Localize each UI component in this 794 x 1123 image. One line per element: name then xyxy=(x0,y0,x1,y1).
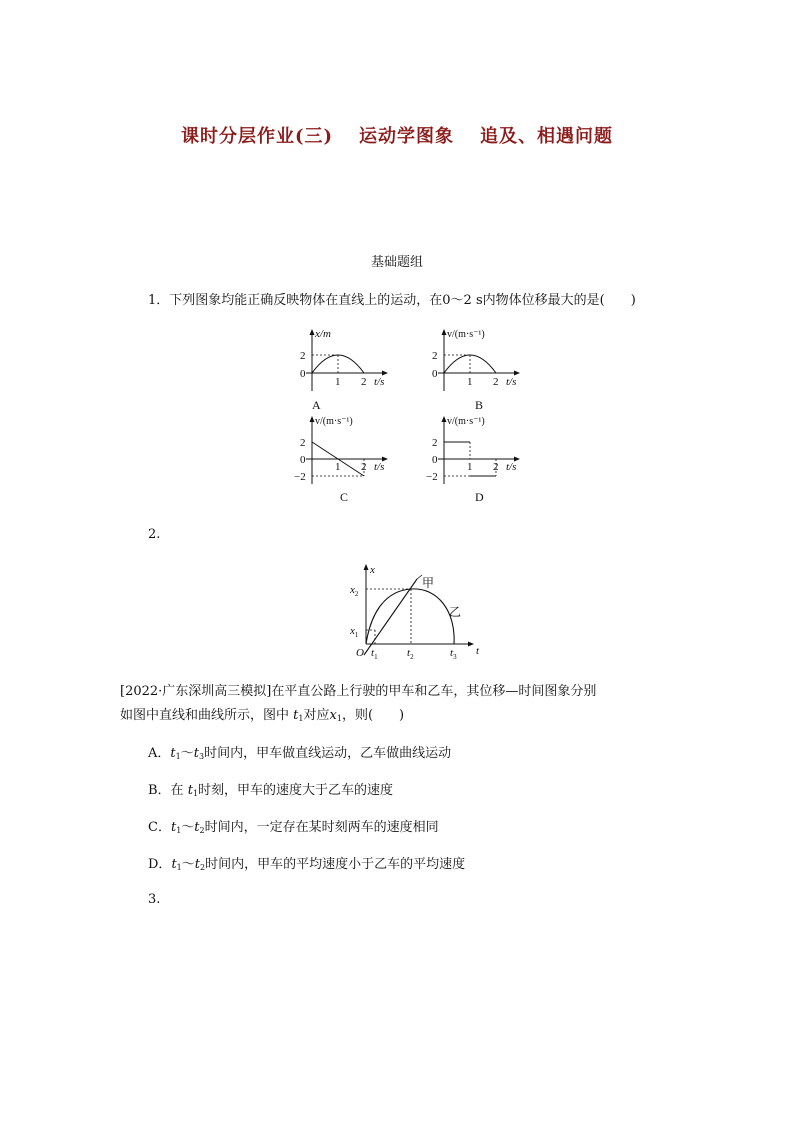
option-c-sep: ～ xyxy=(181,820,195,835)
graph-a-xtick-1: 1 xyxy=(335,376,341,388)
option-d xyxy=(148,853,465,872)
graph-xt-t2-sub: 2 xyxy=(410,653,414,661)
graph-d-ytick-neg: −2 xyxy=(426,471,438,483)
graph-xt-label-yi: 乙 xyxy=(449,605,462,619)
question-2-stem-line-1: [2022·广东深圳高三模拟]在平直公路上行驶的甲车和乙车，其位移—时间图象分别 xyxy=(120,684,597,699)
page-title xyxy=(0,122,794,148)
option-b-prefix: B．在 xyxy=(148,783,184,798)
stem-line-2-t: t xyxy=(293,708,299,723)
graph-xt-t3-sub: 3 xyxy=(453,653,457,661)
graph-d-xtick-1: 1 xyxy=(467,461,473,473)
title-part-1: 课时分层作业(三) xyxy=(180,126,334,147)
stem-line-2-b: 对应 xyxy=(303,708,330,723)
option-d-prefix: D． xyxy=(148,857,172,872)
graph-xt-xaxis: t xyxy=(476,645,480,657)
option-a xyxy=(148,742,451,761)
graph-d-origin: 0 xyxy=(432,454,438,466)
option-c-prefix: C． xyxy=(148,820,171,835)
option-d-t-to: t xyxy=(194,857,201,872)
graph-b-xtick-1: 1 xyxy=(467,376,473,388)
graph-xt-t1 xyxy=(371,647,378,661)
graph-d-xtick-2: 2 xyxy=(493,461,499,473)
option-b-text: 时刻，甲车的速度大于乙车的速度 xyxy=(198,783,394,798)
graph-xt-t2-base: t xyxy=(407,647,411,659)
graph-a-xlabel: t/s xyxy=(374,376,385,388)
question-1-text: 1．下列图象均能正确反映物体在直线上的运动，在0～2 s内物体位移最大的是( ) xyxy=(148,293,636,308)
option-b-t-at: t xyxy=(187,783,193,798)
graph-xt xyxy=(340,560,490,660)
graph-a-caption: A xyxy=(312,398,321,412)
graph-d-xlabel: t/s xyxy=(506,461,517,473)
option-c-t-from: t xyxy=(170,820,177,835)
graph-xt-x1-base: x xyxy=(350,625,355,637)
graph-d-ytick: 2 xyxy=(432,437,438,449)
option-a-t-to-sub: 3 xyxy=(198,752,205,761)
option-d-t-from-sub: 1 xyxy=(176,863,182,872)
graph-c-ylabel: v/(m·s⁻¹) xyxy=(315,416,353,427)
question-3-number: 3. xyxy=(148,892,161,907)
graph-xt-t2 xyxy=(407,647,414,661)
option-b xyxy=(148,779,393,798)
graph-xt-x2-sub: 2 xyxy=(354,590,359,598)
question-2-number: 2. xyxy=(148,527,161,542)
graph-b-origin: 0 xyxy=(432,368,438,380)
option-b-t-at-sub: 1 xyxy=(192,789,199,798)
graph-c-xlabel: t/s xyxy=(374,461,385,473)
graph-xt-x1-sub: 1 xyxy=(354,631,359,639)
graph-a-xtick-2: 2 xyxy=(361,376,367,388)
graph-xt-t1-sub: 1 xyxy=(374,653,378,661)
graph-b-xtick-2: 2 xyxy=(493,376,499,388)
section-title: 基础题组 xyxy=(370,255,423,270)
graph-c-origin: 0 xyxy=(300,454,306,466)
graph-xt-origin: O xyxy=(356,647,364,659)
option-a-t-to: t xyxy=(193,746,199,761)
graph-a-origin: 0 xyxy=(300,368,306,380)
graph-b-ylabel: v/(m·s⁻¹) xyxy=(447,329,485,340)
graph-d-ylabel: v/(m·s⁻¹) xyxy=(447,416,485,427)
graph-xt-x2 xyxy=(349,584,359,598)
graph-c-ytick-neg: −2 xyxy=(294,471,306,483)
option-c-text: 时间内，一定存在某时刻两车的速度相同 xyxy=(204,820,439,835)
graph-xt-t3-base: t xyxy=(450,647,454,659)
graph-d xyxy=(428,412,538,504)
option-d-sep: ～ xyxy=(181,857,195,872)
graph-b-ytick: 2 xyxy=(432,350,438,362)
graph-xt-t1-base: t xyxy=(371,647,375,659)
question-2-stem-line-2 xyxy=(120,704,404,723)
graph-d-caption: D xyxy=(475,490,484,504)
graph-c-xtick-1: 1 xyxy=(335,461,341,473)
graph-xt-label-jia: 甲 xyxy=(422,576,435,590)
stem-line-2-t-sub: 1 xyxy=(298,714,304,723)
option-d-t-from: t xyxy=(171,857,177,872)
option-a-t-from-sub: 1 xyxy=(175,752,181,761)
graph-b xyxy=(428,325,538,410)
graph-a-ytick: 2 xyxy=(300,350,306,362)
stem-line-2-x-sub: 1 xyxy=(336,714,342,723)
option-c-t-to: t xyxy=(194,820,200,835)
graph-c xyxy=(296,412,406,504)
title-part-3: 追及、相遇问题 xyxy=(480,126,614,147)
graph-c-ytick: 2 xyxy=(300,437,306,449)
graph-b-caption: B xyxy=(475,398,484,412)
title-part-2: 运动学图象 xyxy=(359,126,455,147)
graph-xt-x2-base: x xyxy=(350,584,355,596)
graph-a-ylabel: x/m xyxy=(315,328,331,340)
option-a-sep: ～ xyxy=(180,746,194,761)
option-c-t-to-sub: 2 xyxy=(199,826,205,835)
graph-xt-x1 xyxy=(349,625,359,639)
graph-xt-yaxis: x xyxy=(370,564,375,576)
option-d-t-to-sub: 2 xyxy=(200,863,206,872)
stem-line-2-c: ，则( ) xyxy=(341,708,405,723)
graph-c-caption: C xyxy=(340,490,349,504)
graph-a xyxy=(296,325,406,410)
stem-line-2-a: 如图中直线和曲线所示，图中 xyxy=(120,708,290,723)
option-a-t-from: t xyxy=(170,746,176,761)
option-a-prefix: A． xyxy=(148,746,171,761)
graph-b-xlabel: t/s xyxy=(506,376,517,388)
option-a-text: 时间内，甲车做直线运动，乙车做曲线运动 xyxy=(204,746,452,761)
graph-xt-t3 xyxy=(450,647,457,661)
graph-c-xtick-2: 2 xyxy=(361,461,367,473)
option-d-text: 时间内，甲车的平均速度小于乙车的平均速度 xyxy=(205,857,466,872)
stem-line-2-x: x xyxy=(329,708,337,723)
option-c xyxy=(148,816,439,835)
option-c-t-from-sub: 1 xyxy=(176,826,182,835)
